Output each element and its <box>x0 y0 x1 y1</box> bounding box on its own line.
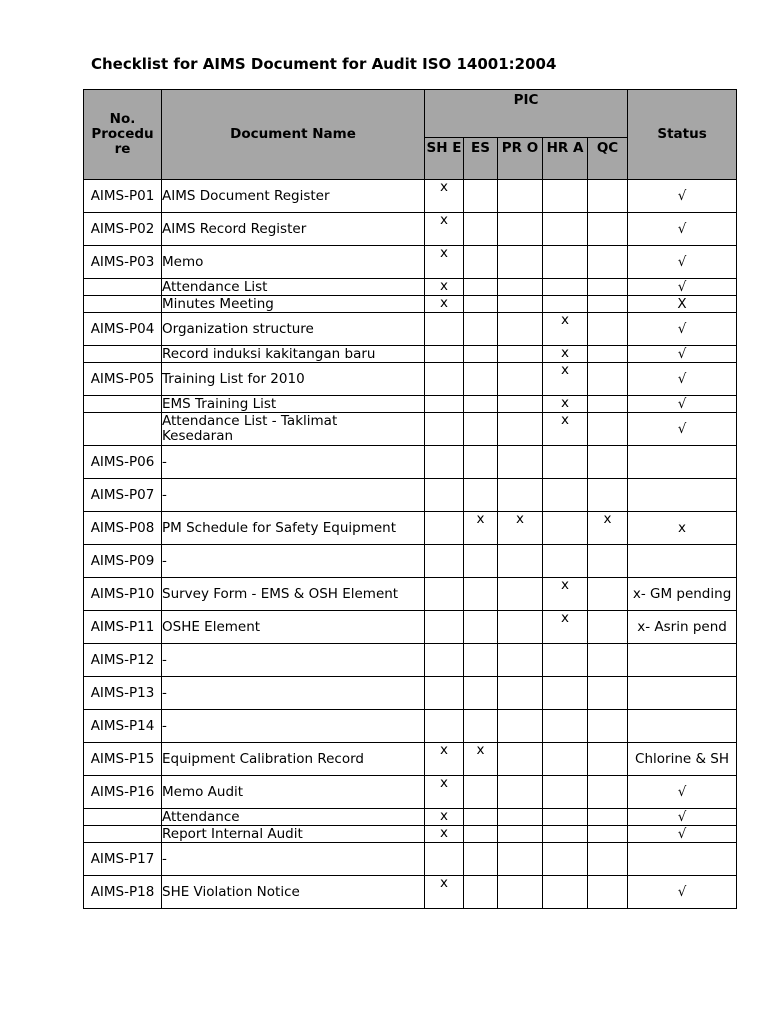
cell-document-name: SHE Violation Notice <box>162 876 425 909</box>
cell-she-mark: x <box>425 876 464 909</box>
cell-she-mark <box>425 545 464 578</box>
table-row <box>84 446 737 479</box>
cell-she-mark: x <box>425 180 464 213</box>
cell-document-name: PM Schedule for Safety Equipment <box>162 512 425 545</box>
cell-hra-mark <box>543 180 588 213</box>
cell-document-name: Survey Form - EMS & OSH Element <box>162 578 425 611</box>
cell-status <box>628 446 737 479</box>
cell-pro-mark <box>498 213 543 246</box>
cell-she-mark <box>425 578 464 611</box>
header-document-name: Document Name <box>162 90 425 180</box>
cell-she-mark <box>425 313 464 346</box>
table-row <box>84 677 737 710</box>
table-row <box>84 611 737 644</box>
header-pro: PR O <box>498 138 543 180</box>
cell-procedure-number: AIMS-P10 <box>84 578 162 611</box>
table-row <box>84 843 737 876</box>
cell-qc-mark <box>588 876 628 909</box>
cell-pro-mark <box>498 296 543 313</box>
cell-es-mark <box>464 876 498 909</box>
cell-procedure-number: AIMS-P08 <box>84 512 162 545</box>
cell-document-name: Record induksi kakitangan baru <box>162 346 425 363</box>
cell-status: √ <box>628 346 737 363</box>
header-pic: PIC <box>425 90 628 138</box>
cell-status <box>628 479 737 512</box>
cell-status <box>628 843 737 876</box>
cell-pro-mark <box>498 246 543 279</box>
cell-she-mark <box>425 644 464 677</box>
cell-status: √ <box>628 363 737 396</box>
cell-qc-mark <box>588 246 628 279</box>
cell-procedure-number: AIMS-P02 <box>84 213 162 246</box>
cell-pro-mark <box>498 313 543 346</box>
cell-status: √ <box>628 213 737 246</box>
cell-status: x- Asrin pend <box>628 611 737 644</box>
cell-pro-mark <box>498 644 543 677</box>
cell-es-mark: x <box>464 743 498 776</box>
cell-document-name: - <box>162 545 425 578</box>
cell-es-mark <box>464 346 498 363</box>
cell-es-mark <box>464 644 498 677</box>
cell-pro-mark <box>498 446 543 479</box>
header-she: SH E <box>425 138 464 180</box>
header-qc: QC <box>588 138 628 180</box>
table-row <box>84 512 737 545</box>
table-row <box>84 876 737 909</box>
cell-document-name: - <box>162 710 425 743</box>
cell-es-mark <box>464 776 498 809</box>
cell-document-name: Memo <box>162 246 425 279</box>
cell-she-mark <box>425 843 464 876</box>
cell-status: √ <box>628 246 737 279</box>
cell-she-mark: x <box>425 743 464 776</box>
cell-document-name: Attendance <box>162 809 425 826</box>
cell-status: √ <box>628 313 737 346</box>
cell-she-mark <box>425 611 464 644</box>
cell-procedure-number: AIMS-P05 <box>84 363 162 396</box>
header-status: Status <box>628 90 737 180</box>
cell-es-mark <box>464 213 498 246</box>
checklist-table <box>83 89 737 909</box>
cell-she-mark <box>425 512 464 545</box>
cell-qc-mark <box>588 396 628 413</box>
cell-she-mark: x <box>425 809 464 826</box>
cell-document-name: Attendance List - Taklimat Kesedaran <box>162 413 425 446</box>
cell-qc-mark <box>588 279 628 296</box>
cell-pro-mark <box>498 743 543 776</box>
cell-status: √ <box>628 413 737 446</box>
cell-she-mark <box>425 363 464 396</box>
cell-status <box>628 710 737 743</box>
cell-status: √ <box>628 809 737 826</box>
cell-hra-mark <box>543 710 588 743</box>
cell-hra-mark <box>543 545 588 578</box>
table-row <box>84 479 737 512</box>
cell-es-mark <box>464 677 498 710</box>
cell-she-mark: x <box>425 826 464 843</box>
cell-qc-mark <box>588 213 628 246</box>
cell-qc-mark: x <box>588 512 628 545</box>
cell-hra-mark: x <box>543 578 588 611</box>
cell-she-mark <box>425 413 464 446</box>
cell-status: x <box>628 512 737 545</box>
table-row <box>84 213 737 246</box>
cell-status: √ <box>628 180 737 213</box>
cell-qc-mark <box>588 843 628 876</box>
cell-es-mark <box>464 545 498 578</box>
cell-status <box>628 677 737 710</box>
cell-she-mark <box>425 677 464 710</box>
table-header <box>84 90 737 180</box>
cell-pro-mark <box>498 876 543 909</box>
table-row <box>84 776 737 809</box>
cell-pro-mark <box>498 279 543 296</box>
cell-es-mark <box>464 279 498 296</box>
cell-procedure-number: AIMS-P18 <box>84 876 162 909</box>
cell-es-mark <box>464 296 498 313</box>
cell-qc-mark <box>588 363 628 396</box>
cell-es-mark <box>464 809 498 826</box>
cell-hra-mark: x <box>543 313 588 346</box>
cell-hra-mark <box>543 743 588 776</box>
cell-hra-mark <box>543 446 588 479</box>
document-title: Checklist for AIMS Document for Audit ISO 14001:2004 <box>91 55 557 73</box>
cell-hra-mark: x <box>543 413 588 446</box>
cell-procedure-number: AIMS-P15 <box>84 743 162 776</box>
cell-qc-mark <box>588 479 628 512</box>
cell-pro-mark <box>498 677 543 710</box>
cell-hra-mark <box>543 826 588 843</box>
cell-procedure-number <box>84 346 162 363</box>
cell-pro-mark <box>498 578 543 611</box>
cell-es-mark <box>464 826 498 843</box>
cell-es-mark <box>464 246 498 279</box>
cell-hra-mark: x <box>543 363 588 396</box>
cell-es-mark <box>464 313 498 346</box>
cell-qc-mark <box>588 809 628 826</box>
cell-procedure-number: AIMS-P12 <box>84 644 162 677</box>
cell-hra-mark: x <box>543 396 588 413</box>
table-row <box>84 346 737 363</box>
table-row <box>84 743 737 776</box>
cell-es-mark <box>464 413 498 446</box>
cell-qc-mark <box>588 446 628 479</box>
cell-she-mark <box>425 346 464 363</box>
cell-she-mark <box>425 446 464 479</box>
cell-hra-mark <box>543 213 588 246</box>
cell-pro-mark <box>498 545 543 578</box>
cell-pro-mark <box>498 413 543 446</box>
table-body <box>84 180 737 909</box>
table-row <box>84 246 737 279</box>
cell-qc-mark <box>588 578 628 611</box>
cell-procedure-number: AIMS-P11 <box>84 611 162 644</box>
cell-procedure-number <box>84 413 162 446</box>
cell-qc-mark <box>588 644 628 677</box>
cell-status: Chlorine & SH <box>628 743 737 776</box>
cell-procedure-number: AIMS-P14 <box>84 710 162 743</box>
cell-qc-mark <box>588 776 628 809</box>
table-row <box>84 578 737 611</box>
cell-hra-mark <box>543 843 588 876</box>
cell-qc-mark <box>588 346 628 363</box>
cell-pro-mark <box>498 346 543 363</box>
cell-document-name: Report Internal Audit <box>162 826 425 843</box>
cell-status: x- GM pending <box>628 578 737 611</box>
cell-procedure-number <box>84 396 162 413</box>
cell-document-name: OSHE Element <box>162 611 425 644</box>
table-row <box>84 413 737 446</box>
cell-status: √ <box>628 776 737 809</box>
cell-procedure-number: AIMS-P03 <box>84 246 162 279</box>
cell-pro-mark <box>498 363 543 396</box>
cell-status: √ <box>628 826 737 843</box>
cell-pro-mark <box>498 396 543 413</box>
cell-pro-mark <box>498 611 543 644</box>
table-row <box>84 296 737 313</box>
cell-qc-mark <box>588 611 628 644</box>
cell-es-mark <box>464 396 498 413</box>
cell-es-mark <box>464 578 498 611</box>
cell-hra-mark <box>543 876 588 909</box>
cell-qc-mark <box>588 313 628 346</box>
cell-document-name: AIMS Document Register <box>162 180 425 213</box>
cell-procedure-number: AIMS-P17 <box>84 843 162 876</box>
cell-procedure-number: AIMS-P07 <box>84 479 162 512</box>
cell-hra-mark <box>543 296 588 313</box>
cell-document-name: - <box>162 479 425 512</box>
table-row <box>84 363 737 396</box>
cell-hra-mark: x <box>543 611 588 644</box>
cell-hra-mark <box>543 246 588 279</box>
cell-pro-mark <box>498 776 543 809</box>
table-row <box>84 396 737 413</box>
table-row <box>84 279 737 296</box>
cell-hra-mark <box>543 677 588 710</box>
cell-procedure-number: AIMS-P16 <box>84 776 162 809</box>
cell-hra-mark <box>543 479 588 512</box>
table-row <box>84 826 737 843</box>
cell-pro-mark <box>498 180 543 213</box>
cell-pro-mark <box>498 710 543 743</box>
cell-procedure-number <box>84 279 162 296</box>
cell-procedure-number: AIMS-P09 <box>84 545 162 578</box>
cell-document-name: Training List for 2010 <box>162 363 425 396</box>
cell-she-mark <box>425 479 464 512</box>
cell-pro-mark <box>498 809 543 826</box>
cell-qc-mark <box>588 296 628 313</box>
cell-status <box>628 545 737 578</box>
cell-status: √ <box>628 876 737 909</box>
table-row <box>84 710 737 743</box>
cell-procedure-number: AIMS-P13 <box>84 677 162 710</box>
cell-es-mark <box>464 843 498 876</box>
cell-hra-mark <box>543 512 588 545</box>
cell-document-name: Equipment Calibration Record <box>162 743 425 776</box>
cell-qc-mark <box>588 743 628 776</box>
cell-document-name: Attendance List <box>162 279 425 296</box>
table-row <box>84 644 737 677</box>
cell-es-mark <box>464 363 498 396</box>
cell-es-mark: x <box>464 512 498 545</box>
cell-she-mark: x <box>425 213 464 246</box>
cell-she-mark: x <box>425 776 464 809</box>
cell-hra-mark: x <box>543 346 588 363</box>
table-row <box>84 313 737 346</box>
cell-document-name: - <box>162 446 425 479</box>
cell-status: √ <box>628 279 737 296</box>
cell-qc-mark <box>588 710 628 743</box>
cell-she-mark: x <box>425 279 464 296</box>
cell-document-name: - <box>162 843 425 876</box>
cell-hra-mark <box>543 776 588 809</box>
cell-qc-mark <box>588 545 628 578</box>
cell-procedure-number: AIMS-P01 <box>84 180 162 213</box>
cell-document-name: - <box>162 644 425 677</box>
cell-es-mark <box>464 446 498 479</box>
cell-she-mark <box>425 396 464 413</box>
cell-es-mark <box>464 479 498 512</box>
cell-es-mark <box>464 710 498 743</box>
cell-procedure-number: AIMS-P06 <box>84 446 162 479</box>
cell-status: X <box>628 296 737 313</box>
cell-document-name: - <box>162 677 425 710</box>
cell-es-mark <box>464 611 498 644</box>
cell-status: √ <box>628 396 737 413</box>
cell-status <box>628 644 737 677</box>
cell-procedure-number: AIMS-P04 <box>84 313 162 346</box>
cell-she-mark <box>425 710 464 743</box>
cell-she-mark: x <box>425 246 464 279</box>
cell-pro-mark <box>498 843 543 876</box>
cell-she-mark: x <box>425 296 464 313</box>
cell-document-name: AIMS Record Register <box>162 213 425 246</box>
cell-qc-mark <box>588 413 628 446</box>
table-row <box>84 180 737 213</box>
table-row <box>84 809 737 826</box>
cell-hra-mark <box>543 809 588 826</box>
cell-hra-mark <box>543 644 588 677</box>
cell-es-mark <box>464 180 498 213</box>
cell-qc-mark <box>588 180 628 213</box>
cell-pro-mark: x <box>498 512 543 545</box>
cell-document-name: EMS Training List <box>162 396 425 413</box>
header-no-procedure: No. Procedu re <box>84 90 162 180</box>
cell-pro-mark <box>498 826 543 843</box>
cell-hra-mark <box>543 279 588 296</box>
cell-procedure-number <box>84 826 162 843</box>
cell-pro-mark <box>498 479 543 512</box>
cell-qc-mark <box>588 677 628 710</box>
cell-document-name: Organization structure <box>162 313 425 346</box>
header-es: ES <box>464 138 498 180</box>
header-hra: HR A <box>543 138 588 180</box>
cell-procedure-number <box>84 296 162 313</box>
cell-procedure-number <box>84 809 162 826</box>
cell-document-name: Minutes Meeting <box>162 296 425 313</box>
cell-qc-mark <box>588 826 628 843</box>
table-row <box>84 545 737 578</box>
cell-document-name: Memo Audit <box>162 776 425 809</box>
